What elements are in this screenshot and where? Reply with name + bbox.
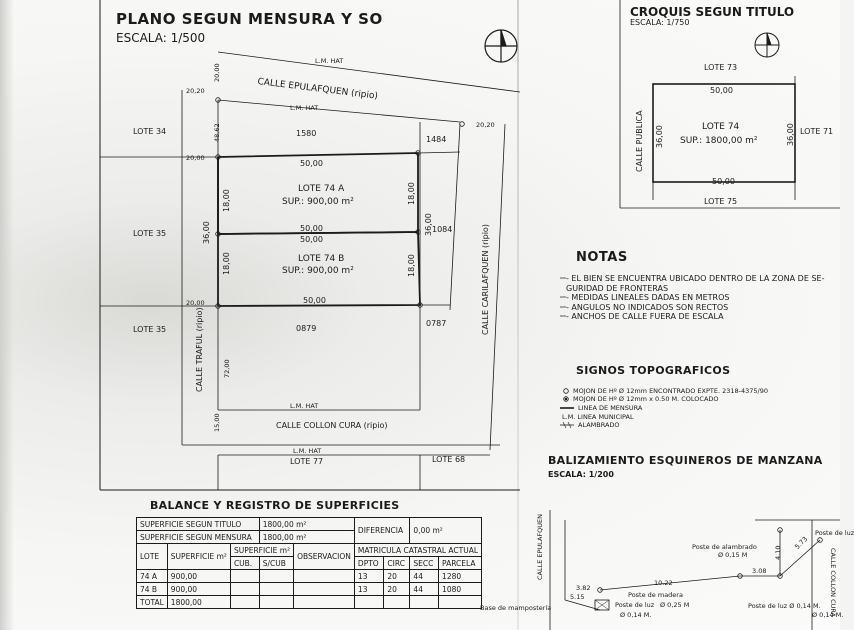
croquis-lote-71: LOTE 71	[800, 127, 834, 136]
poste-luz-2: Poste de luz Ø 0,14 M.	[748, 602, 821, 610]
notas-item-3: - MEDIDAS LINEALES DADAS EN METROS	[566, 293, 730, 302]
lm-bottom-2-label: L.M. HAT	[293, 447, 322, 455]
poste-madera-d: Ø 0,25 M	[660, 601, 690, 609]
croquis-dim-50-top: 50,00	[710, 86, 733, 95]
dim-2020-b: 20,20	[476, 121, 495, 129]
row-secc: 44	[410, 583, 439, 596]
row-parcela: 1280	[439, 570, 482, 583]
row-secc: 44	[410, 570, 439, 583]
poste-alambrado-d: Ø 0,15 M	[718, 551, 748, 559]
croquis-lote-74: LOTE 74	[702, 122, 740, 132]
parcel-1580: 1580	[296, 129, 317, 138]
sup-mensura-label: SUPERFICIE SEGUN MENSURA	[137, 531, 260, 544]
croquis-street: CALLE PUBLICA	[635, 110, 644, 172]
street-top-label: CALLE EPULAFQUEN (ripio)	[256, 77, 379, 102]
mojon-found-icon	[564, 389, 569, 394]
lote-68-label: LOTE 68	[432, 455, 466, 464]
dim-1500: 15,00	[213, 413, 221, 432]
hdr-matricula: MATRICULA CATASTRAL ACTUAL	[354, 544, 481, 557]
balance-table	[136, 517, 482, 609]
lm-bottom-label: L.M. HAT	[290, 402, 319, 410]
dim-18-b: 18,00	[222, 252, 231, 275]
dim-4862: 48,62	[213, 123, 221, 142]
baliz-d-515: 5.15	[570, 593, 585, 601]
base-mamposteria-label: Base de mampostería	[480, 604, 552, 612]
street-right-label: CALLE CARILAFQUEN (ripio)	[481, 224, 490, 335]
sub-cub: CUB.	[230, 557, 259, 570]
croquis-dim-36-l: 36,00	[655, 125, 664, 148]
croquis-sup: SUP.: 1800,00 m²	[680, 136, 758, 146]
notas-title: NOTAS	[576, 250, 628, 265]
lm-mid-label: L.M. HAT	[290, 104, 319, 112]
row-lote: 74 A	[137, 570, 168, 583]
poste-madera: Poste de madera	[628, 591, 683, 599]
hdr-superficie: SUPERFICIE m²	[167, 544, 230, 570]
lote-74a-label: LOTE 74 A	[298, 184, 345, 194]
dim-7200: 72,00	[223, 359, 231, 378]
signos-item-2: MOJON DE Hº Ø 12mm x 0.50 M. COLOCADO	[573, 395, 719, 403]
parcel-0787: 0787	[426, 319, 447, 328]
table-row	[137, 583, 482, 596]
signos-item-1: MOJON DE Hº Ø 12mm ENCONTRADO EXPTE. 2318-4375/90	[573, 387, 768, 395]
hdr-lote: LOTE	[137, 544, 168, 570]
lote-77-label: LOTE 77	[290, 457, 324, 466]
row-dpto	[354, 596, 383, 609]
diferencia-value: 0,00 m²	[410, 518, 482, 544]
sup-titulo-value: 1800,00 m²	[259, 518, 354, 531]
signos-item-3: LINEA DE MENSURA	[578, 404, 643, 412]
lote-74b-label: LOTE 74 B	[298, 254, 345, 264]
dim-18-d: 18,00	[407, 254, 416, 277]
plan-scale: ESCALA: 1/500	[116, 31, 206, 45]
dim-18-a: 18,00	[222, 189, 231, 212]
parcel-0879: 0879	[296, 324, 317, 333]
north-arrow-icon	[485, 30, 517, 62]
baliz-d-573: 5.73	[793, 535, 810, 551]
notas-item-1: - EL BIEN SE ENCUENTRA UBICADO DENTRO DE LA ZONA DE SE-	[566, 274, 825, 283]
lm-top-label: L.M. HAT	[315, 57, 344, 65]
signos-title: SIGNOS TOPOGRAFICOS	[576, 364, 731, 377]
baliz-street-left: CALLE EPULAFQUEN	[536, 514, 544, 580]
lote-34-label: LOTE 34	[133, 127, 167, 136]
baliz-d-308: 3.08	[752, 567, 767, 575]
table-row	[137, 570, 482, 583]
poste-luz-1-d: Ø 0,14 M.	[620, 611, 652, 619]
poste-alambrado: Poste de alambrado	[692, 543, 757, 551]
sub-secc: SECC	[410, 557, 439, 570]
poste-luz-3-d: Ø 0,14 M.	[812, 611, 844, 619]
dim-36-left: 36,00	[202, 221, 211, 244]
signos-item-4: L.M. LINEA MUNICIPAL	[562, 413, 634, 421]
dim-50-b: 50,00	[300, 224, 323, 233]
row-lote: TOTAL	[137, 596, 168, 609]
croquis-dim-36-r: 36,00	[786, 123, 795, 146]
sub-circ: CIRC	[384, 557, 410, 570]
lote-74a-sup: SUP.: 900,00 m²	[282, 197, 354, 207]
dim-50-a: 50,00	[300, 159, 323, 168]
sub-dpto: DPTO	[354, 557, 383, 570]
hdr-superficie-2: SUPERFICIE m²	[230, 544, 293, 557]
diferencia-label: DIFERENCIA	[354, 518, 410, 544]
croquis-scale: ESCALA: 1/750	[630, 18, 690, 27]
row-sup: 900,00	[167, 570, 230, 583]
poste-luz-1: Poste de luz	[615, 601, 655, 609]
baliz-d-1022: 10.22	[654, 579, 673, 587]
sup-mensura-value: 1800,00 m²	[259, 531, 354, 544]
lote-35b-label: LOTE 35	[133, 325, 167, 334]
row-sup: 1800,00	[167, 596, 230, 609]
sup-titulo-label: SUPERFICIE SEGUN TITULO	[137, 518, 260, 531]
dim-2020-a: 20,20	[186, 87, 205, 95]
dim-2000-b: 20,00	[186, 299, 205, 307]
north-arrow-croquis-icon	[755, 33, 779, 57]
baliz-street-right: CALLE COLLON CURA	[829, 548, 837, 618]
row-circ: 20	[384, 570, 410, 583]
street-right-line-2	[490, 124, 505, 450]
lote-74b-sup: SUP.: 900,00 m²	[282, 266, 354, 276]
row-parcela: 1080	[439, 583, 482, 596]
croquis-lote-73: LOTE 73	[704, 63, 738, 72]
plan-title: PLANO SEGUN MENSURA Y SO	[116, 10, 383, 28]
baliz-scale: ESCALA: 1/200	[548, 470, 614, 479]
row-dpto: 13	[354, 570, 383, 583]
row-secc	[410, 596, 439, 609]
hdr-observacion: OBSERVACION	[294, 544, 355, 570]
dim-50-c: 50,00	[300, 235, 323, 244]
poste-luz-3: Poste de luz	[815, 529, 854, 537]
row-parcela	[439, 596, 482, 609]
dim-50-d: 50,00	[303, 296, 326, 305]
street-left-label: CALLE TRAFUL (ripio)	[195, 307, 204, 392]
street-top-line-2	[218, 100, 460, 122]
dim-2000-v: 20,00	[213, 63, 221, 82]
baliz-title: BALIZAMIENTO ESQUINEROS DE MANZANA	[548, 454, 823, 467]
row-lote: 74 B	[137, 583, 168, 596]
row-circ: 20	[384, 583, 410, 596]
signos-item-5: ALAMBRADO	[578, 421, 620, 429]
croquis-lot-74	[653, 84, 795, 182]
croquis-lote-75: LOTE 75	[704, 197, 738, 206]
sub-parcela: PARCELA	[439, 557, 482, 570]
dim-18-c: 18,00	[407, 182, 416, 205]
croquis-title: CROQUIS SEGUN TITULO	[630, 5, 795, 19]
dim-2000-a: 20,00	[186, 154, 205, 162]
table-row	[137, 596, 482, 609]
baliz-d-410: 4.10	[774, 545, 782, 560]
notas-item-2: GURIDAD DE FRONTERAS	[566, 284, 669, 293]
lote-35a-label: LOTE 35	[133, 229, 167, 238]
row-circ	[384, 596, 410, 609]
croquis-dim-50-bottom: 50,00	[712, 177, 735, 186]
balance-title: BALANCE Y REGISTRO DE SUPERFICIES	[150, 499, 400, 512]
parcel-1084: 1084	[432, 225, 453, 234]
street-bottom-label: CALLE COLLON CURA (ripio)	[276, 421, 388, 430]
row-sup: 900,00	[167, 583, 230, 596]
notas-item-5: - ANCHOS DE CALLE FUERA DE ESCALA	[566, 312, 724, 321]
sub-scub: S/CUB	[259, 557, 293, 570]
notas-item-4: - ANGULOS NO INDICADOS SON RECTOS	[566, 303, 729, 312]
baliz-d-382: 3.82	[576, 584, 591, 592]
dim-36-right: 36,00	[424, 213, 433, 236]
row-dpto: 13	[354, 583, 383, 596]
parcel-1484: 1484	[426, 135, 447, 144]
